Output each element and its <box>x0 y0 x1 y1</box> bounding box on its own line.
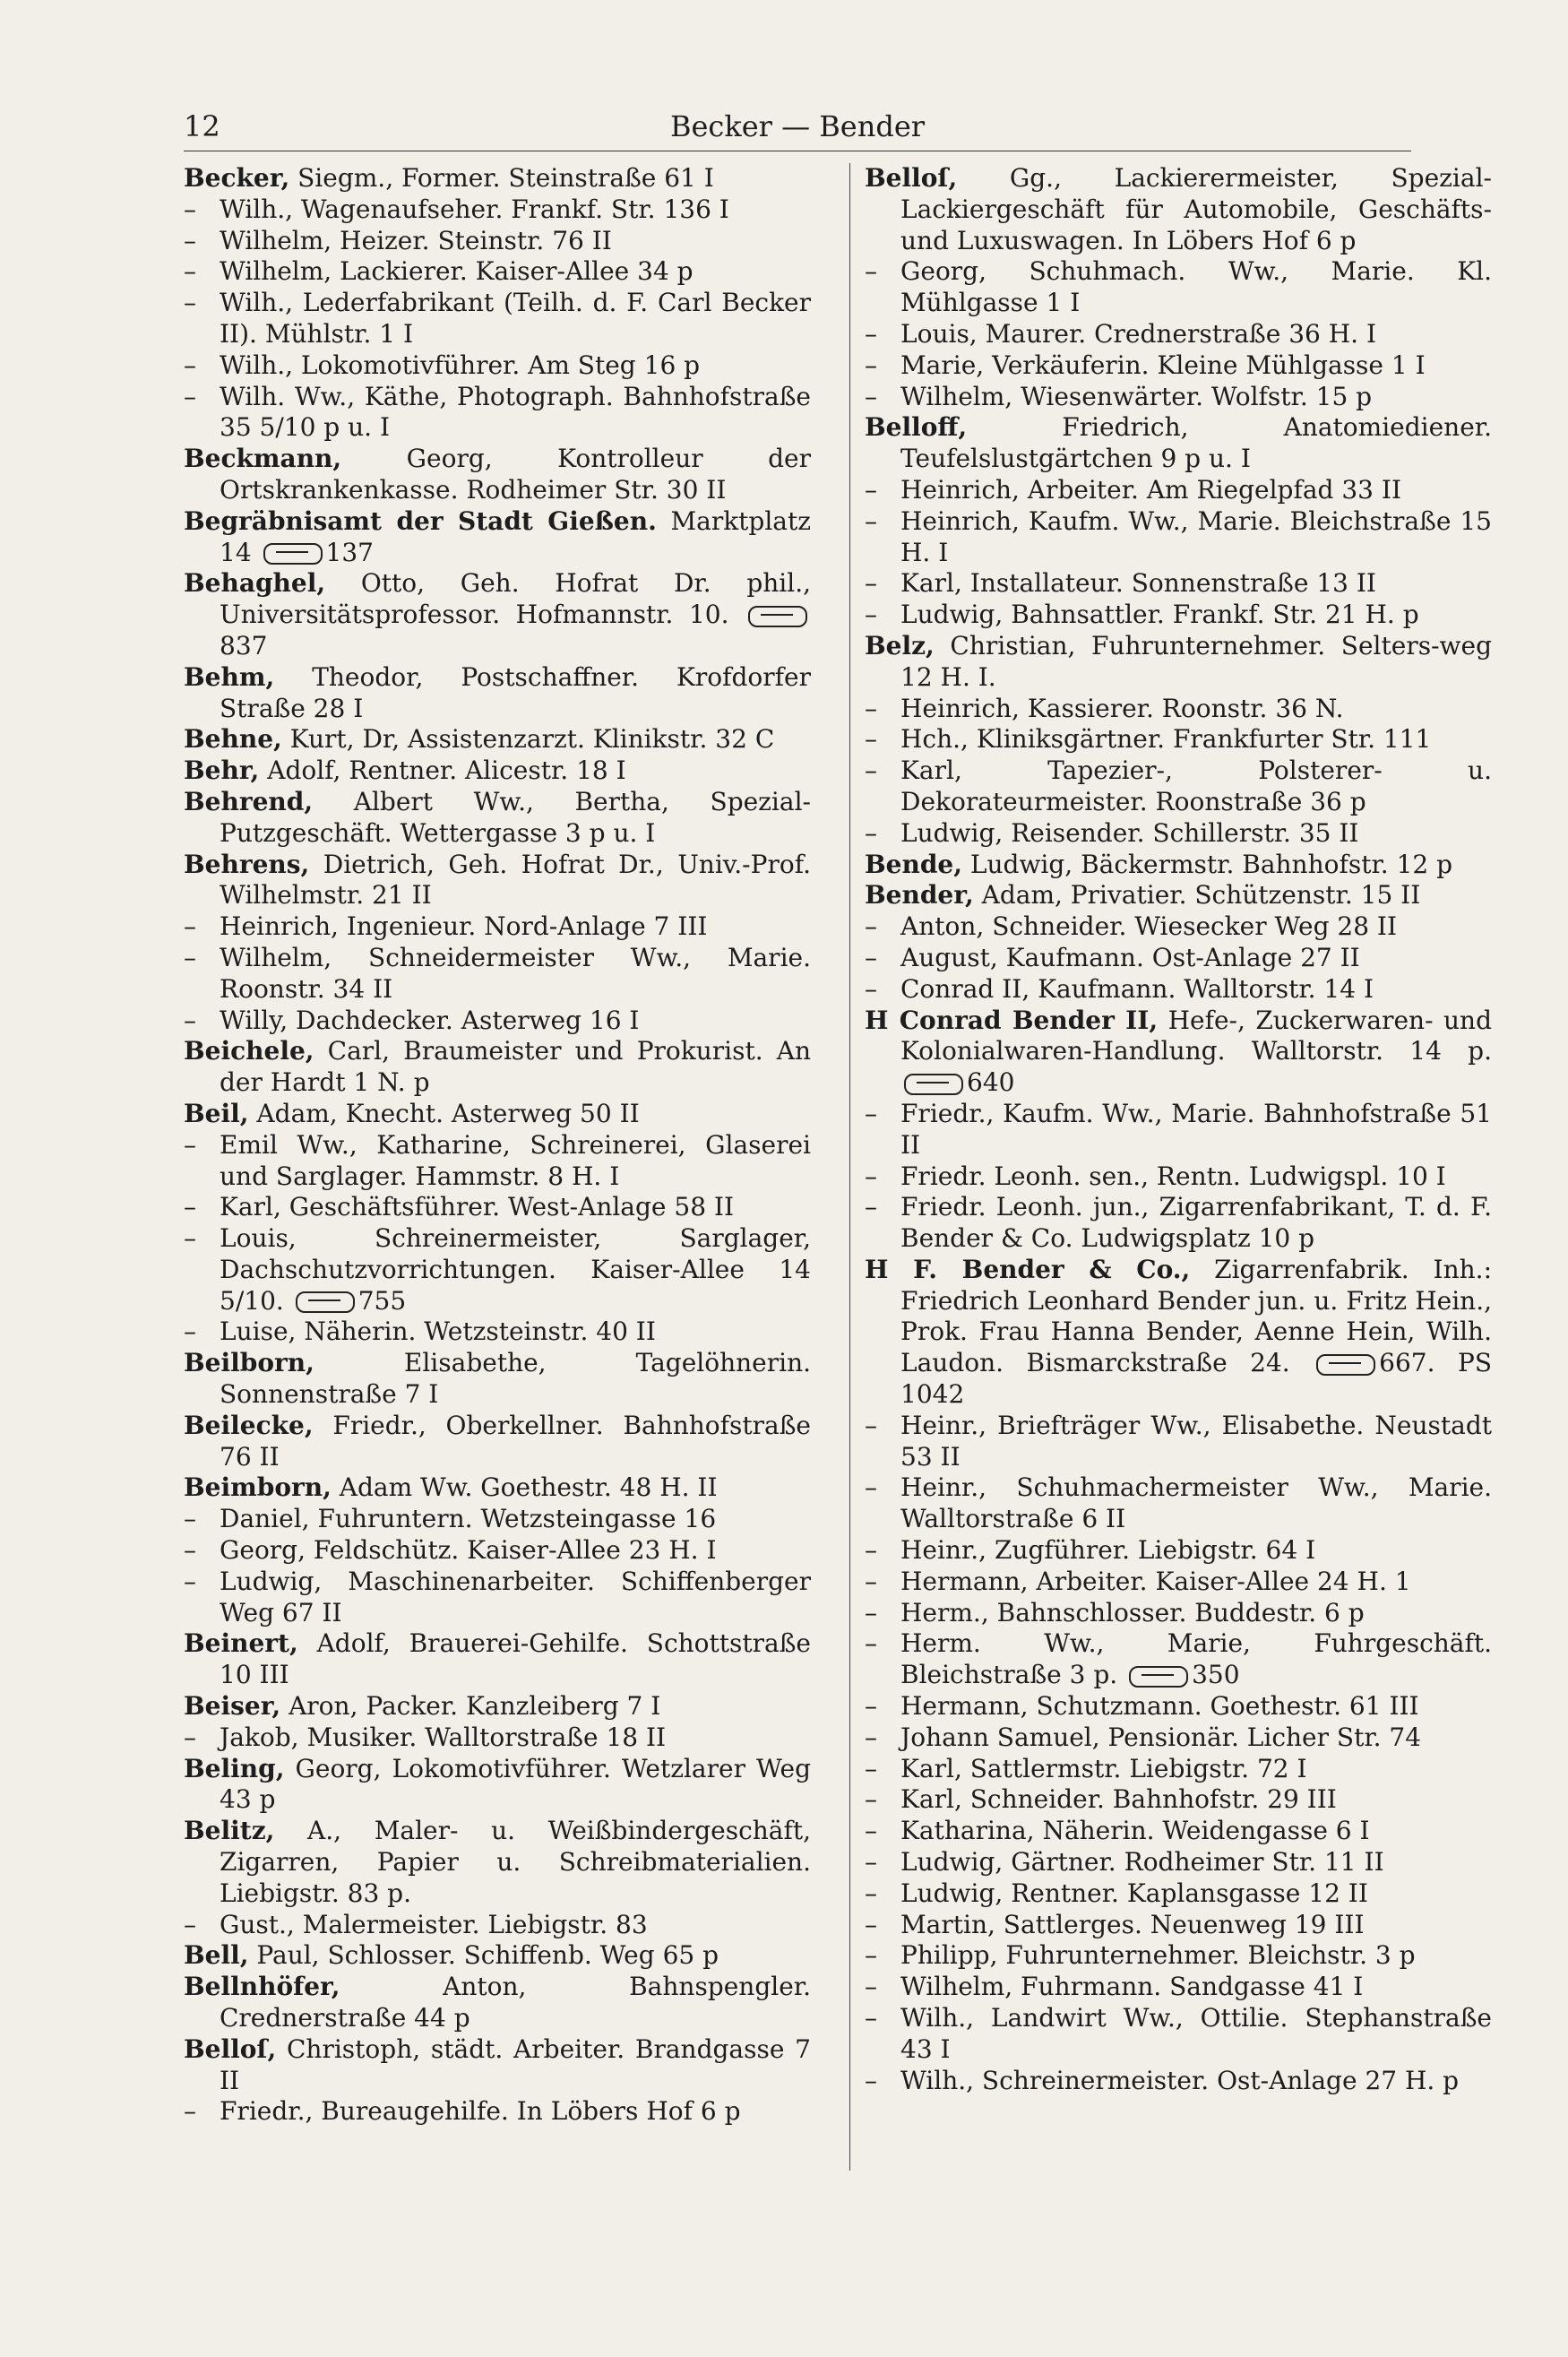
telephone-number: 837 <box>220 630 268 660</box>
directory-entry <box>865 1255 1492 1411</box>
continuation-dash: – <box>865 1972 877 2002</box>
directory-entry <box>184 911 811 943</box>
continuation-dash: – <box>184 1005 196 1035</box>
entry-surname: Bellnhöfer, <box>184 1972 340 2002</box>
entry-details: Wilh., Landwirt Ww., Ottilie. Stephanstraße 43 I <box>900 2003 1492 2064</box>
continuation-dash: – <box>184 288 196 318</box>
directory-entry <box>184 288 811 350</box>
continuation-dash: – <box>865 724 877 755</box>
entry-details: Hermann, Arbeiter. Kaiser-Allee 24 H. 1 <box>900 1566 1411 1596</box>
continuation-dash: – <box>865 381 877 411</box>
entry-details: Hermann, Schutzmann. Goethestr. 61 III <box>900 1691 1419 1722</box>
entry-surname: Bender, <box>865 880 974 911</box>
entry-surname: Behr, <box>184 755 260 786</box>
entry-details: Heinr., Zugführer. Liebigstr. 64 I <box>900 1535 1316 1566</box>
continuation-dash: – <box>865 350 877 380</box>
entry-surname: Becker, <box>184 163 290 193</box>
continuation-dash: – <box>184 381 196 411</box>
entry-surname: Behaghel, <box>184 568 326 599</box>
entry-details: Wilh., Wagenaufseher. Frankf. Str. 136 I <box>220 194 729 224</box>
continuation-dash: – <box>865 1753 877 1783</box>
directory-entry <box>865 850 1492 881</box>
continuation-dash: – <box>865 1597 877 1627</box>
right-column <box>865 163 1492 2096</box>
continuation-dash: – <box>865 1192 877 1222</box>
entry-surname: Behrend, <box>184 786 314 816</box>
entry-details: Georg, Lokomotivführer. Wetzlarer Weg 43 p <box>220 1753 812 1815</box>
directory-entry <box>865 1816 1492 1847</box>
directory-entry <box>184 1504 811 1535</box>
directory-entry <box>184 256 811 288</box>
entry-details: Daniel, Fuhruntern. Wetzsteingasse 16 <box>220 1504 717 1534</box>
continuation-dash: – <box>184 911 196 942</box>
entry-details: Wilhelm, Schneidermeister Ww., Marie. Roonstr. 34 II <box>220 942 811 1004</box>
continuation-dash: – <box>865 973 877 1004</box>
continuation-dash: – <box>865 318 877 349</box>
directory-entry <box>865 1567 1492 1598</box>
entry-details: Hefe-, Zuckerwaren- und Kolonialwaren-Handlung. Walltorstr. 14 p. <box>900 1005 1492 1066</box>
entry-details: Otto, Geh. Hofrat Dr. phil., Universitätsprofessor. Hofmannstr. 10. <box>220 568 811 630</box>
entry-details: August, Kaufmann. Ost-Anlage 27 II <box>900 942 1360 972</box>
directory-entry <box>184 1317 811 1348</box>
directory-entry <box>184 1567 811 1629</box>
telephone-number: 755 <box>358 1285 407 1316</box>
entry-details: Theodor, Postschaffner. Krofdorfer Straße 28 I <box>220 661 811 723</box>
entry-details: Heinrich, Kaufm. Ww., Marie. Bleichstraße 15 H. I <box>900 505 1492 567</box>
continuation-dash: – <box>865 505 877 536</box>
directory-entry <box>184 1910 811 1941</box>
entry-details: Ludwig, Rentner. Kaplansgasse 12 II <box>900 1878 1368 1908</box>
directory-entry <box>865 974 1492 1006</box>
telephone-icon <box>1129 1666 1188 1688</box>
continuation-dash: – <box>865 2003 877 2033</box>
directory-entry <box>865 1411 1492 1473</box>
entry-details: Wilhelm, Fuhrmann. Sandgasse 41 I <box>900 1972 1364 2002</box>
entry-surname: H F. Bender & Co., <box>865 1254 1191 1284</box>
entry-details: Karl, Sattlermstr. Liebigstr. 72 I <box>900 1753 1307 1783</box>
entry-details: Friedrich, Anatomiediener. Teufelslustgärtchen 9 p u. I <box>900 412 1492 474</box>
entry-details: Wilhelm, Lackierer. Kaiser-Allee 34 p <box>220 256 694 287</box>
entry-surname: Beinert, <box>184 1628 298 1659</box>
entry-details: Wilh., Lederfabrikant (Teilh. d. F. Carl Becker II). Mühlstr. 1 I <box>220 288 811 349</box>
directory-entry <box>865 568 1492 600</box>
entry-details: Wilh., Schreinermeister. Ost-Anlage 27 H. p <box>900 2065 1460 2095</box>
telephone-icon <box>263 543 323 565</box>
directory-entry <box>865 1535 1492 1567</box>
directory-entry <box>184 1472 811 1504</box>
entry-details: Karl, Installateur. Sonnenstraße 13 II <box>900 568 1376 599</box>
directory-entry <box>865 600 1492 631</box>
entry-details: Marktplatz 14 <box>220 505 811 567</box>
entry-details: Karl, Geschäftsführer. West-Anlage 58 II <box>220 1192 735 1222</box>
directory-entry <box>184 1223 811 1317</box>
continuation-dash: – <box>184 1504 196 1534</box>
entry-details: Adam, Knecht. Asterweg 50 II <box>256 1098 640 1128</box>
entry-details: Kurt, Dr, Assistenzarzt. Klinikstr. 32 C <box>289 724 775 755</box>
continuation-dash: – <box>865 1472 877 1503</box>
entry-details: Adolf, Rentner. Alicestr. 18 I <box>267 755 626 786</box>
directory-entry <box>865 1910 1492 1941</box>
continuation-dash: – <box>184 1192 196 1222</box>
directory-entry <box>184 1348 811 1411</box>
directory-entry <box>865 1754 1492 1785</box>
entry-surname: Belitz, <box>184 1816 275 1846</box>
directory-entry <box>865 412 1492 475</box>
entry-surname: Belloff, <box>865 412 968 443</box>
entry-details: Herm. Ww., Marie, Fuhrgeschäft. Bleichstraße 3 p. <box>900 1628 1492 1690</box>
directory-entry <box>865 911 1492 943</box>
entry-details: Wilhelm, Wiesenwärter. Wolfstr. 15 p <box>900 381 1373 411</box>
directory-entry <box>865 1847 1492 1878</box>
directory-entry <box>865 1878 1492 1910</box>
entry-details: Wilhelm, Heizer. Steinstr. 76 II <box>220 225 612 255</box>
continuation-dash: – <box>865 1566 877 1596</box>
entry-details: Heinrich, Ingenieur. Nord-Anlage 7 III <box>220 911 708 942</box>
entry-details: Luise, Näherin. Wetzsteinstr. 40 II <box>220 1317 656 1347</box>
entry-details: Jakob, Musiker. Walltorstraße 18 II <box>220 1722 667 1752</box>
continuation-dash: – <box>865 1535 877 1566</box>
directory-entry <box>184 755 811 787</box>
entry-details: Heinr., Schuhmachermeister Ww., Marie. Walltorstraße 6 II <box>900 1472 1492 1534</box>
directory-entry <box>184 1691 811 1722</box>
telephone-number: 667. PS 1042 <box>900 1348 1492 1410</box>
directory-entry <box>865 382 1492 413</box>
directory-entry <box>184 787 811 850</box>
entry-details: Johann Samuel, Pensionär. Licher Str. 74 <box>900 1722 1422 1752</box>
entry-details: Friedr. Leonh. sen., Rentn. Ludwigspl. 10 I <box>900 1161 1446 1191</box>
entry-details: Christian, Fuhrunternehmer. Selters-weg 12 H. I. <box>900 630 1492 692</box>
entry-details: Aron, Packer. Kanzleiberg 7 I <box>289 1691 661 1722</box>
entry-details: Carl, Braumeister und Prokurist. An der Hardt 1 N. p <box>220 1036 811 1098</box>
directory-entry <box>184 1754 811 1817</box>
entry-details: Friedr., Kaufm. Ww., Marie. Bahnhofstraße 51 II <box>900 1098 1492 1160</box>
directory-entry <box>865 1722 1492 1754</box>
entry-surname: Behm, <box>184 661 275 692</box>
continuation-dash: – <box>184 1535 196 1566</box>
directory-entry <box>865 1161 1492 1193</box>
entry-surname: Bende, <box>865 849 962 879</box>
telephone-number: 640 <box>967 1067 1015 1098</box>
continuation-dash: – <box>865 1909 877 1939</box>
entry-details: Anton, Schneider. Wiesecker Weg 28 II <box>900 911 1398 942</box>
directory-entry <box>865 818 1492 850</box>
telephone-icon <box>1316 1354 1375 1376</box>
continuation-dash: – <box>865 1410 877 1440</box>
entry-surname: Belloſ, <box>865 163 958 193</box>
directory-entry <box>865 506 1492 569</box>
entry-details: Martin, Sattlerges. Neuenweg 19 III <box>900 1909 1365 1939</box>
entry-details: Conrad II, Kaufmann. Walltorstr. 14 I <box>900 973 1374 1004</box>
entry-details: Ludwig, Bäckermstr. Bahnhofstr. 12 p <box>969 849 1453 879</box>
entry-surname: Bell, <box>184 1940 249 1971</box>
entry-details: Heinr., Briefträger Ww., Elisabethe. Neustadt 53 II <box>900 1410 1492 1472</box>
entry-surname: Behne, <box>184 724 282 755</box>
continuation-dash: – <box>865 600 877 630</box>
directory-entry <box>865 2066 1492 2097</box>
directory-entry <box>865 694 1492 725</box>
entry-details: Paul, Schlosser. Schiffenb. Weg 65 p <box>256 1940 719 1971</box>
continuation-dash: – <box>865 1628 877 1659</box>
continuation-dash: – <box>865 1691 877 1722</box>
directory-entry <box>184 1099 811 1130</box>
directory-entry <box>184 350 811 382</box>
directory-entry <box>184 1972 811 2034</box>
entry-details: Dietrich, Geh. Hofrat Dr., Univ.-Prof. Wilhelmstr. 21 II <box>220 849 811 911</box>
entry-details: Ludwig, Gärtner. Rodheimer Str. 11 II <box>900 1847 1384 1878</box>
entry-details: Heinrich, Kassierer. Roonstr. 36 N. <box>900 693 1344 723</box>
entry-details: Heinrich, Arbeiter. Am Riegelpfad 33 II <box>900 474 1402 505</box>
entry-details: Friedr. Leonh. jun., Zigarrenfabrikant, T. d. F. Bender & Co. Ludwigsplatz 10 p <box>900 1192 1492 1254</box>
continuation-dash: – <box>184 1129 196 1160</box>
continuation-dash: – <box>184 942 196 972</box>
continuation-dash: – <box>184 194 196 224</box>
entry-surname: Begräbnisamt der Stadt Gießen. <box>184 505 657 536</box>
entry-details: Emil Ww., Katharine, Schreinerei, Glaserei und Sarglager. Hammstr. 8 H. I <box>220 1129 811 1191</box>
continuation-dash: – <box>865 1878 877 1908</box>
directory-entry <box>184 444 811 506</box>
directory-entry <box>184 568 811 661</box>
entry-details: Louis, Maurer. Crednerstraße 36 H. I <box>900 318 1377 349</box>
entry-details: Willy, Dachdecker. Asterweg 16 I <box>220 1005 640 1035</box>
telephone-number: 350 <box>1192 1660 1240 1690</box>
continuation-dash: – <box>865 1098 877 1128</box>
entry-surname: Beimborn, <box>184 1472 332 1503</box>
continuation-dash: – <box>865 817 877 848</box>
entry-surname: Beckmann, <box>184 444 342 474</box>
directory-entry <box>184 1940 811 1972</box>
page-header <box>184 100 1411 154</box>
entry-details: Friedr., Oberkellner. Bahnhofstraße 76 II <box>220 1410 811 1472</box>
entry-details: Gust., Malermeister. Liebigstr. 83 <box>220 1909 648 1939</box>
entry-details: Anton, Bahnspengler. Crednerstraße 44 p <box>220 1972 811 2033</box>
directory-entry <box>184 1816 811 1909</box>
directory-entry <box>865 1006 1492 1099</box>
entry-surname: Belloſ, <box>184 2033 277 2064</box>
entry-details: Ludwig, Maschinenarbeiter. Schiffenberger Weg 67 II <box>220 1566 811 1627</box>
entry-surname: Beichele, <box>184 1036 314 1066</box>
entry-details: Katharina, Näherin. Weidengasse 6 I <box>900 1816 1370 1846</box>
directory-entry <box>865 880 1492 911</box>
entry-surname: Belz, <box>865 630 935 660</box>
continuation-dash: – <box>184 1722 196 1752</box>
directory-entry <box>865 163 1492 256</box>
continuation-dash: – <box>865 693 877 723</box>
continuation-dash: – <box>865 755 877 786</box>
continuation-dash: – <box>184 1223 196 1254</box>
entry-details: Hch., Kliniksgärtner. Frankfurter Str. 111 <box>900 724 1432 755</box>
directory-entry <box>865 631 1492 694</box>
continuation-dash: – <box>184 2096 196 2127</box>
continuation-dash: – <box>865 1940 877 1971</box>
entry-details: Georg, Kontrolleur der Ortskrankenkasse. Rodheimer Str. 30 II <box>220 444 811 505</box>
continuation-dash: – <box>865 256 877 287</box>
continuation-dash: – <box>865 911 877 942</box>
directory-entry <box>865 1628 1492 1691</box>
directory-entry <box>865 319 1492 350</box>
entry-details: Louis, Schreinermeister, Sarglager, Dachschutzvorrichtungen. Kaiser-Allee 14 5/10. <box>220 1223 811 1316</box>
entry-details: Adam, Privatier. Schützenstr. 15 II <box>981 880 1421 911</box>
telephone-number: 137 <box>325 537 374 567</box>
entry-details: Ludwig, Bahnsattler. Frankf. Str. 21 H. p <box>900 600 1419 630</box>
directory-entry <box>865 724 1492 755</box>
continuation-dash: – <box>184 256 196 287</box>
continuation-dash: – <box>865 2065 877 2095</box>
telephone-icon <box>296 1291 355 1313</box>
entry-details: Marie, Verkäuferin. Kleine Mühlgasse 1 I <box>900 350 1426 380</box>
directory-entry <box>184 943 811 1006</box>
continuation-dash: – <box>865 1847 877 1878</box>
directory-entry <box>865 475 1492 506</box>
entry-details: Georg, Schuhmach. Ww., Marie. Kl. Mühlgasse 1 I <box>900 256 1492 318</box>
entry-details: Karl, Schneider. Bahnhofstr. 29 III <box>900 1784 1337 1815</box>
entry-details: Wilh., Lokomotivführer. Am Steg 16 p <box>220 350 701 380</box>
entry-details: Siegm., Former. Steinstraße 61 I <box>297 163 714 193</box>
entry-surname: H Conrad Bender II, <box>865 1005 1159 1035</box>
directory-entry <box>865 943 1492 974</box>
directory-entry <box>184 506 811 569</box>
entry-details: Adam Ww. Goethestr. 48 H. II <box>339 1472 718 1503</box>
entry-details: Adolf, Brauerei-Gehilfe. Schottstraße 10 III <box>220 1628 811 1690</box>
directory-entry <box>184 1130 811 1193</box>
directory-entry <box>184 2096 811 2128</box>
directory-entry <box>865 1099 1492 1161</box>
directory-entry <box>184 662 811 725</box>
directory-entry <box>865 1472 1492 1535</box>
directory-entry <box>184 850 811 912</box>
continuation-dash: – <box>184 350 196 380</box>
continuation-dash: – <box>865 942 877 972</box>
entry-details: Georg, Feldschütz. Kaiser-Allee 23 H. I <box>220 1535 717 1566</box>
directory-entry <box>865 1784 1492 1816</box>
running-title: Becker — Bender <box>669 109 926 143</box>
page-number: 12 <box>184 109 220 143</box>
directory-entry <box>865 256 1492 319</box>
directory-entry <box>184 1036 811 1099</box>
entry-details: Gg., Lackierermeister, Spezial-Lackiergeschäft für Automobile, Geschäfts- und Luxuswagen. In Löbers Hof 6 p <box>900 163 1492 255</box>
column-divider <box>849 163 850 2171</box>
entry-surname: Beiser, <box>184 1691 281 1722</box>
continuation-dash: – <box>865 1784 877 1815</box>
continuation-dash: – <box>865 568 877 599</box>
directory-entry <box>184 1722 811 1754</box>
directory-entry <box>184 1535 811 1567</box>
directory-entry <box>184 163 811 194</box>
entry-details: Ludwig, Reisender. Schillerstr. 35 II <box>900 817 1359 848</box>
directory-entry <box>865 1192 1492 1255</box>
directory-entry <box>184 194 811 226</box>
continuation-dash: – <box>865 474 877 505</box>
directory-entry <box>184 1628 811 1691</box>
continuation-dash: – <box>184 1909 196 1939</box>
continuation-dash: – <box>184 1566 196 1596</box>
directory-entry <box>184 1006 811 1037</box>
directory-entry <box>184 2034 811 2097</box>
entry-surname: Beilborn, <box>184 1348 314 1378</box>
directory-entry <box>865 1940 1492 1972</box>
directory-entry <box>865 755 1492 818</box>
telephone-icon <box>748 606 807 627</box>
entry-details: Philipp, Fuhrunternehmer. Bleichstr. 3 p <box>900 1940 1416 1971</box>
entry-details: Herm., Bahnschlosser. Buddestr. 6 p <box>900 1597 1365 1627</box>
entry-details: Zigarrenfabrik. Inh.: Friedrich Leonhard Bender jun. u. Fritz Hein., Prok. Frau Hanna Bender, Aenne Hein, Wilh. Laudon. Bismarckstraße 24. <box>900 1254 1493 1378</box>
directory-entry <box>865 1691 1492 1722</box>
entry-surname: Beilecke, <box>184 1410 314 1440</box>
directory-entry <box>865 2003 1492 2066</box>
directory-entry <box>865 350 1492 382</box>
directory-entry <box>184 226 811 257</box>
entry-surname: Behrens, <box>184 849 310 879</box>
continuation-dash: – <box>865 1816 877 1846</box>
left-column <box>184 163 811 2128</box>
continuation-dash: – <box>865 1161 877 1191</box>
directory-entry <box>184 1411 811 1473</box>
entry-details: Elisabethe, Tagelöhnerin. Sonnenstraße 7 I <box>220 1348 811 1410</box>
entry-details: Albert Ww., Bertha, Spezial-Putzgeschäft. Wettergasse 3 p u. I <box>220 786 811 848</box>
directory-entry <box>865 1598 1492 1629</box>
entry-details: Christoph, städt. Arbeiter. Brandgasse 7 II <box>220 2033 811 2095</box>
entry-details: Wilh. Ww., Käthe, Photograph. Bahnhofstraße 35 5/10 p u. I <box>220 381 811 443</box>
continuation-dash: – <box>865 1722 877 1752</box>
entry-surname: Beling, <box>184 1753 285 1783</box>
continuation-dash: – <box>184 1317 196 1347</box>
directory-entry <box>865 1972 1492 2003</box>
directory-entry <box>184 1192 811 1223</box>
continuation-dash: – <box>184 225 196 255</box>
entry-details: Karl, Tapezier-, Polsterer- u. Dekorateurmeister. Roonstraße 36 p <box>900 755 1492 816</box>
entry-surname: Beil, <box>184 1098 249 1128</box>
entry-details: Friedr., Bureaugehilfe. In Löbers Hof 6 p <box>220 2096 741 2127</box>
directory-entry <box>184 724 811 755</box>
directory-entry <box>184 382 811 445</box>
telephone-icon <box>904 1074 963 1095</box>
entry-details: A., Maler- u. Weißbindergeschäft, Zigarren, Papier u. Schreibmaterialien. Liebigstr. 83 p. <box>220 1816 811 1908</box>
